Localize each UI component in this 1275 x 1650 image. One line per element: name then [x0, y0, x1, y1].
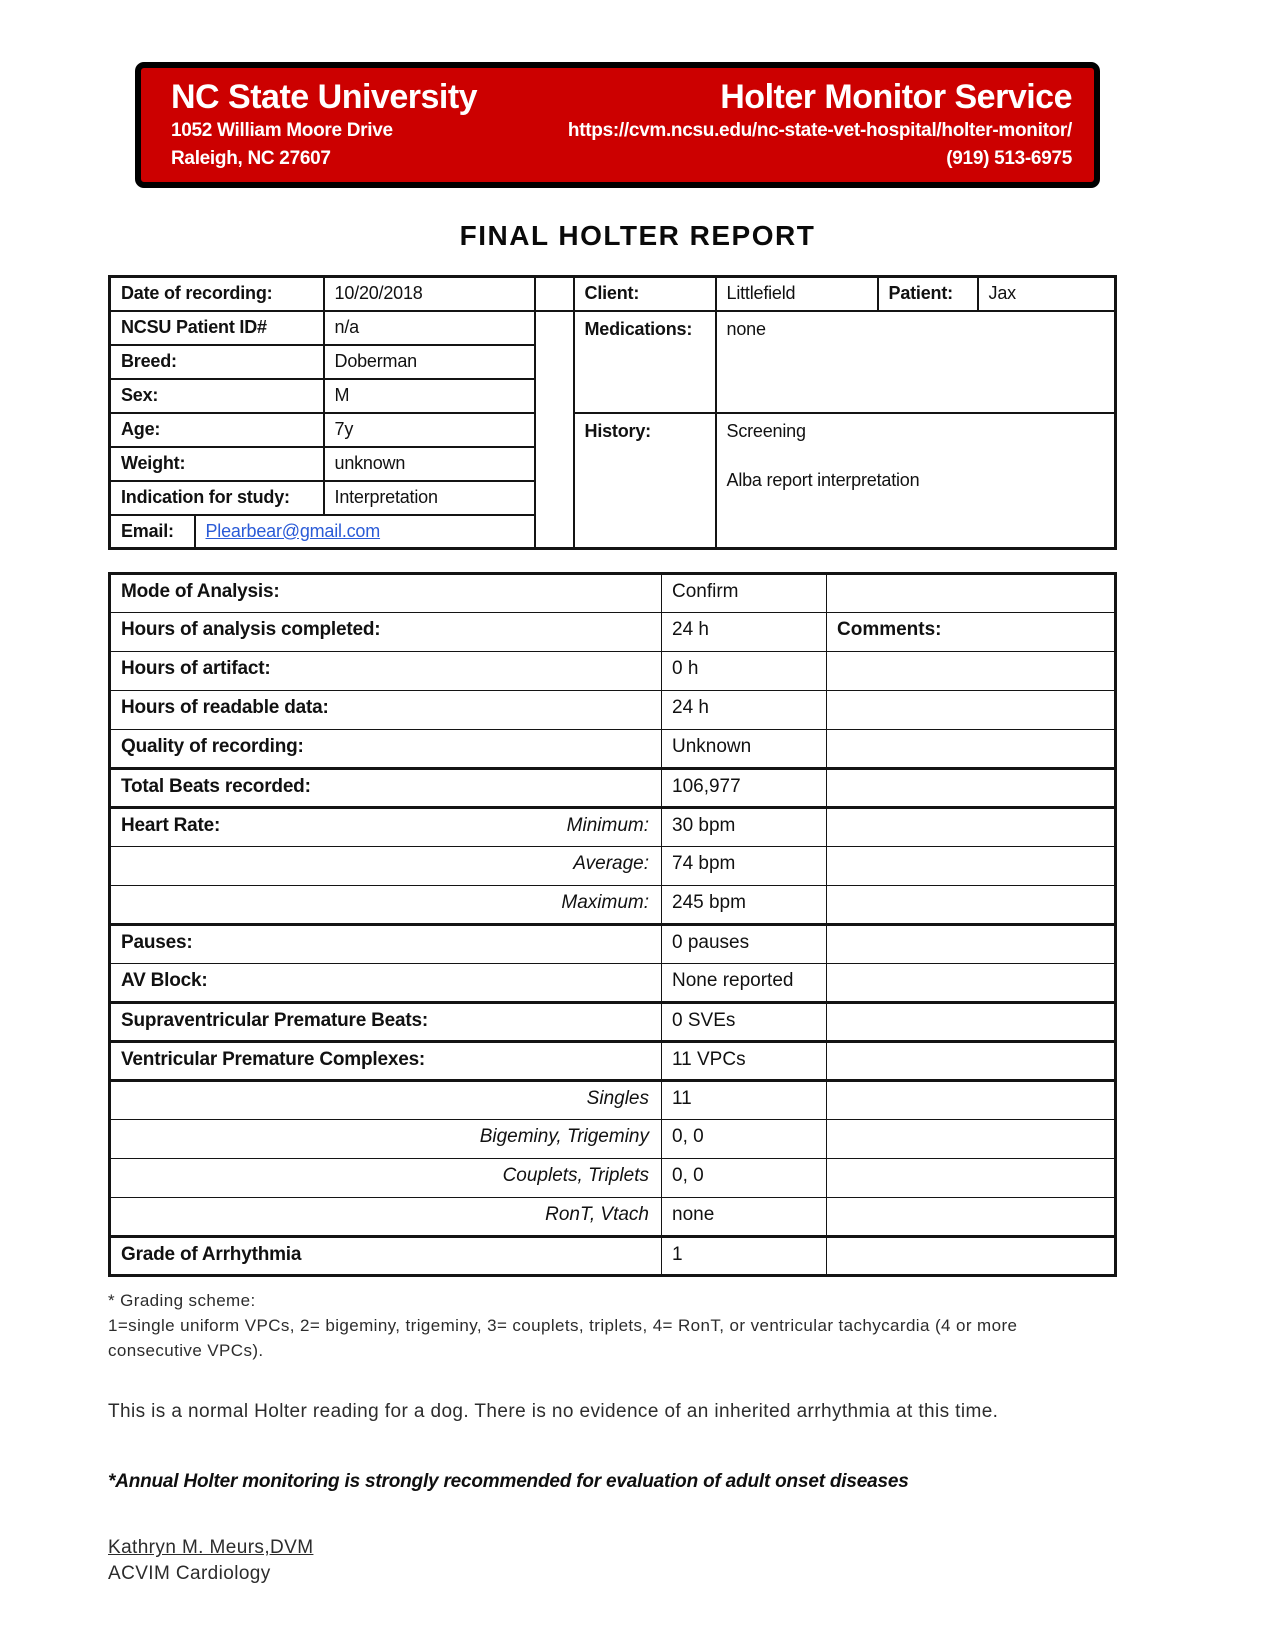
- row-value: 0, 0: [662, 1120, 827, 1159]
- row-label-text: Supraventricular Premature Beats:: [121, 1010, 429, 1031]
- header-left: [171, 78, 477, 172]
- row-label: RonT, Vtach: [110, 1198, 662, 1237]
- history-line-1: Screening: [726, 420, 806, 441]
- breed-label: Breed:: [110, 345, 324, 379]
- row-label: [110, 925, 662, 964]
- row-comment: [827, 1081, 1116, 1120]
- page-title: FINAL HOLTER REPORT: [459, 220, 816, 251]
- indication-label: Indication for study:: [110, 481, 324, 515]
- row-label: Couplets, Triplets: [110, 1159, 662, 1198]
- row-value: 30 bpm: [662, 808, 827, 847]
- row-label-text: Ventricular Premature Complexes:: [121, 1049, 426, 1070]
- row-comment: [827, 1237, 1116, 1276]
- sex-value: M: [324, 379, 535, 413]
- signature-block: [108, 1493, 1118, 1585]
- table-row: [110, 413, 1116, 447]
- row-label-text: Pauses:: [121, 932, 193, 953]
- patient-info-table: [108, 275, 1117, 550]
- row-value: 245 bpm: [662, 886, 827, 925]
- row-label-text: Total Beats recorded:: [121, 776, 311, 797]
- table-row: [110, 964, 1116, 1003]
- row-comment: [827, 691, 1116, 730]
- spacer-cell: [535, 277, 574, 311]
- email-label: Email:: [110, 515, 195, 549]
- org-address-line2: Raleigh, NC 27607: [171, 147, 331, 169]
- row-comment: [827, 886, 1116, 925]
- row-label-text: Quality of recording:: [121, 736, 304, 757]
- row-value: 11: [662, 1081, 827, 1120]
- row-value: None reported: [662, 964, 827, 1003]
- row-label: [110, 574, 662, 613]
- table-row: [110, 769, 1116, 808]
- service-phone: (919) 513-6975: [946, 147, 1072, 169]
- date-of-recording-value: 10/20/2018: [324, 277, 535, 311]
- recommendation-text: *Annual Holter monitoring is strongly recommended for evaluation of adult onset diseases: [108, 1471, 909, 1493]
- history-label: History:: [574, 413, 716, 549]
- row-label: [110, 652, 662, 691]
- comments-header: Comments:: [827, 613, 1116, 652]
- table-row: [110, 1081, 1116, 1120]
- history-line-2: Alba report interpretation: [726, 469, 920, 490]
- row-value: Unknown: [662, 730, 827, 769]
- client-value: Littlefield: [716, 277, 878, 311]
- table-row: [110, 277, 1116, 311]
- email-cell: [195, 515, 535, 549]
- weight-value: unknown: [324, 447, 535, 481]
- row-value: 1: [662, 1237, 827, 1276]
- table-row: [110, 808, 1116, 847]
- row-comment: [827, 730, 1116, 769]
- row-label: [110, 613, 662, 652]
- row-label-text: Grade of Arrhythmia: [121, 1244, 302, 1265]
- spacer-cell: [535, 481, 574, 515]
- table-row: [110, 1237, 1116, 1276]
- email-link[interactable]: Plearbear@gmail.com: [205, 520, 381, 541]
- row-label-text: Heart Rate:: [121, 815, 221, 836]
- table-row: [110, 730, 1116, 769]
- row-label: [110, 964, 662, 1003]
- service-url: https://cvm.ncsu.edu/nc-state-vet-hospital/holter-monitor/: [567, 120, 1072, 142]
- medications-value: none: [716, 311, 1116, 413]
- patient-label: Patient:: [878, 277, 978, 311]
- row-value: none: [662, 1198, 827, 1237]
- medications-label: Medications:: [574, 311, 716, 413]
- row-value: 0 pauses: [662, 925, 827, 964]
- row-comment: [827, 925, 1116, 964]
- table-row: [110, 1120, 1116, 1159]
- spacer-cell: [535, 379, 574, 413]
- history-value: [716, 413, 1116, 549]
- row-label-text: Hours of artifact:: [121, 658, 271, 679]
- spacer-cell: [535, 413, 574, 447]
- spacer-cell: [535, 345, 574, 379]
- header-banner: [135, 62, 1100, 188]
- row-label: Average:: [110, 847, 662, 886]
- row-label-text: Mode of Analysis:: [121, 581, 280, 602]
- row-value: 0 SVEs: [662, 1003, 827, 1042]
- table-row: [110, 652, 1116, 691]
- analysis-results-table: [108, 572, 1117, 1277]
- row-label-text: Hours of readable data:: [121, 697, 329, 718]
- age-label: Age:: [110, 413, 324, 447]
- table-row: [110, 311, 1116, 345]
- table-row: [110, 574, 1116, 613]
- row-comment: [827, 1042, 1116, 1081]
- row-label: Bigeminy, Trigeminy: [110, 1120, 662, 1159]
- row-value: 24 h: [662, 613, 827, 652]
- row-comment: [827, 769, 1116, 808]
- row-comment: [827, 1120, 1116, 1159]
- age-value: 7y: [324, 413, 535, 447]
- row-comment: [827, 1198, 1116, 1237]
- row-value: 74 bpm: [662, 847, 827, 886]
- signature-name: Kathryn M. Meurs,DVM: [108, 1537, 314, 1559]
- row-label: Maximum:: [110, 886, 662, 925]
- row-value: 106,977: [662, 769, 827, 808]
- grading-scheme-title: * Grading scheme:: [108, 1291, 256, 1310]
- row-comment: [827, 808, 1116, 847]
- table-row: [110, 691, 1116, 730]
- indication-value: Interpretation: [324, 481, 535, 515]
- row-comment: [827, 1159, 1116, 1198]
- table-row: [110, 1042, 1116, 1081]
- row-label: [110, 769, 662, 808]
- row-value: 11 VPCs: [662, 1042, 827, 1081]
- org-name: NC State University: [171, 78, 478, 116]
- footnotes-section: [108, 1291, 1118, 1585]
- row-label: [110, 1042, 662, 1081]
- ncsu-id-label: NCSU Patient ID#: [110, 311, 324, 345]
- table-row: [110, 925, 1116, 964]
- row-label-text: Hours of analysis completed:: [121, 619, 381, 640]
- spacer-cell: [535, 311, 574, 345]
- row-label: [110, 730, 662, 769]
- service-name: Holter Monitor Service: [720, 78, 1072, 116]
- row-comment: [827, 964, 1116, 1003]
- row-comment: [827, 574, 1116, 613]
- row-value: 24 h: [662, 691, 827, 730]
- row-label-text: AV Block:: [121, 970, 208, 991]
- table-row: [110, 847, 1116, 886]
- sex-label: Sex:: [110, 379, 324, 413]
- row-label: [110, 1003, 662, 1042]
- table-row: [110, 613, 1116, 652]
- row-label: Heart Rate: Minimum:: [110, 808, 662, 847]
- row-value: 0 h: [662, 652, 827, 691]
- row-value: 0, 0: [662, 1159, 827, 1198]
- row-comment: [827, 1003, 1116, 1042]
- row-label: Singles: [110, 1081, 662, 1120]
- signature-title: ACVIM Cardiology: [108, 1563, 271, 1585]
- row-value: Confirm: [662, 574, 827, 613]
- spacer-cell: [535, 447, 574, 481]
- row-label: [110, 691, 662, 730]
- row-label: [110, 1237, 662, 1276]
- client-label: Client:: [574, 277, 716, 311]
- patient-value: Jax: [978, 277, 1116, 311]
- ncsu-id-value: n/a: [324, 311, 535, 345]
- date-of-recording-label: Date of recording:: [110, 277, 324, 311]
- spacer-cell: [535, 515, 574, 549]
- report-content: [108, 275, 1118, 1585]
- header-right: [568, 78, 1072, 172]
- conclusion-text: This is a normal Holter reading for a dog. There is no evidence of an inherited arrhythmia at this time.: [108, 1401, 999, 1423]
- row-comment: [827, 652, 1116, 691]
- table-row: [110, 1198, 1116, 1237]
- table-row: [110, 1003, 1116, 1042]
- table-row: [110, 886, 1116, 925]
- row-comment: [827, 847, 1116, 886]
- weight-label: Weight:: [110, 447, 324, 481]
- org-address-line1: 1052 William Moore Drive: [171, 120, 393, 142]
- breed-value: Doberman: [324, 345, 535, 379]
- grading-scheme-text: 1=single uniform VPCs, 2= bigeminy, trigeminy, 3= couplets, triplets, 4= RonT, or ventricular tachycardia (4 or more consecutive VPCs).: [108, 1316, 1018, 1360]
- table-row: [110, 1159, 1116, 1198]
